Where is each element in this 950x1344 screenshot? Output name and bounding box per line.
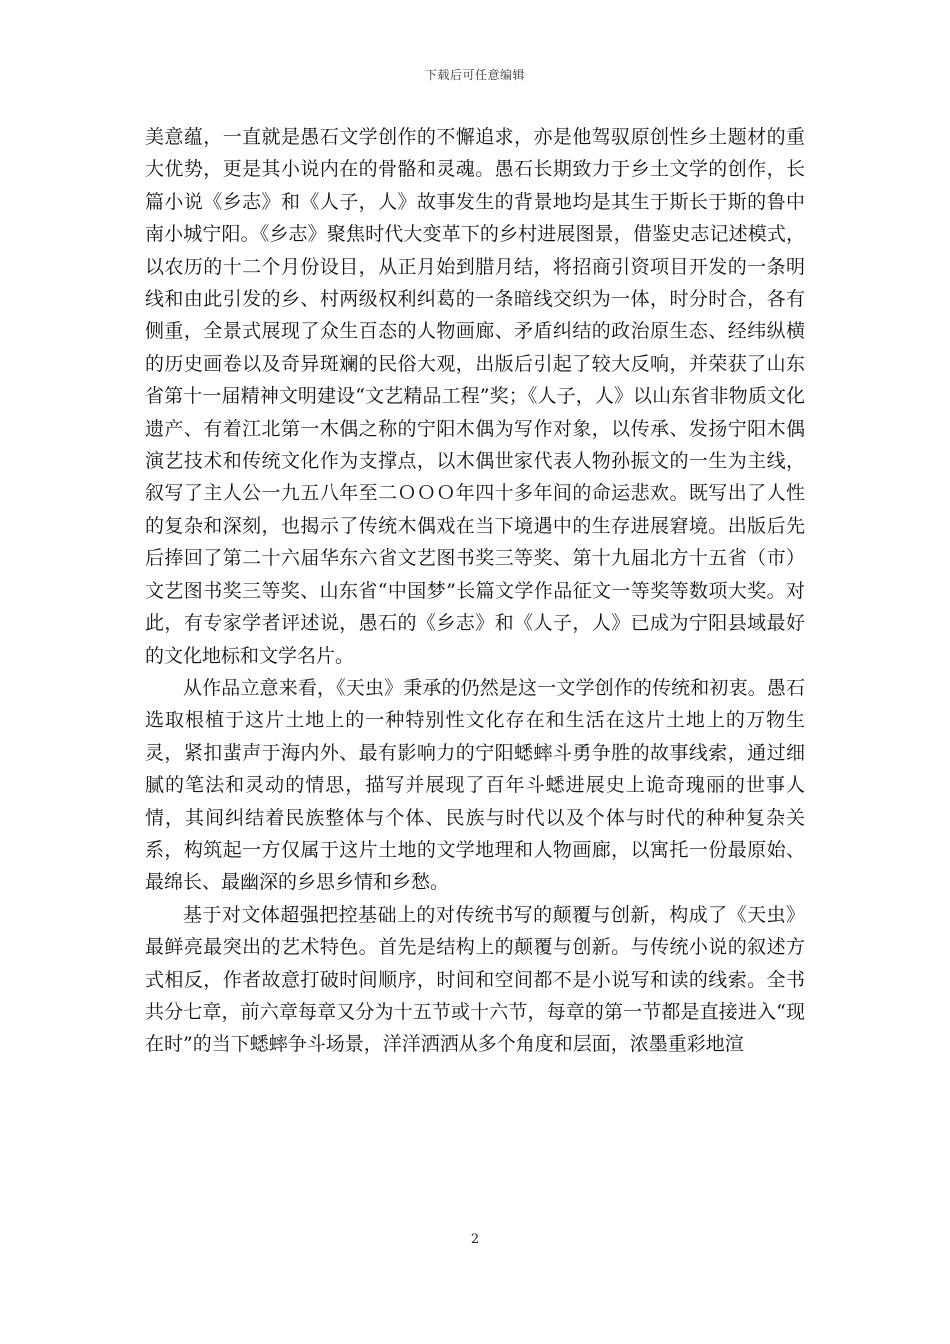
page-number: 2 [470,1232,480,1247]
paragraph-1: 美意蕴，一直就是愚石文学创作的不懈追求，亦是他驾驭原创性乡土题材的重大优势，更是其小说内在的骨骼和灵魂。愚石长期致力于乡土文学的创作，长篇小说《乡志》和《人子，人》故事发生的背景地均是其生于斯长于斯的鲁中南小城宁阳。《乡志》聚焦时代大变革下的乡村进展图景，借鉴史志记述模式，以农历的十二个月份设目，从正月始到腊月结，将招商引资项目开发的一条明线和由此引发的乡、村两级权利纠葛的一条暗线交织为一体，时分时合，各有侧重，全景式展现了众生百态的人物画廊、矛盾纠结的政治原生态、经纬纵横的历史画卷以及奇异斑斓的民俗大观，出版后引起了较大反响，并荣获了山东省第十一届精神文明建设“文艺精品工程”奖；《人子，人》以山东省非物质文化遗产、有着江北第一木偶之称的宁阳木偶为写作对象，以传承、发扬宁阳木偶演艺技术和传统文化作为支撑点，以木偶世家代表人物孙振文的一生为主线，叙写了主人公一九五八年至二ＯＯＯ年四十多年间的命运悲欢。既写出了人性的复杂和深刻，也揭示了传统木偶戏在当下境遇中的生存进展窘境。出版后先后捧回了第二十六届华东六省文艺图书奖三等奖、第十九届北方十五省（市）文艺图书奖三等奖、山东省“中国梦”长篇文学作品征文一等奖等数项大奖。对此，有专家学者评述说，愚石的《乡志》和《人子，人》已成为宁阳县域最好的文化地标和文学名片。 [145,126,805,667]
document-body [145,121,805,1061]
paragraph-2: 从作品立意来看，《天虫》秉承的仍然是这一文学创作的传统和初衷。愚石选取根植于这片土地上的一种特别性文化存在和生活在这片土地上的万物生灵，紧扣蜚声于海内外、最有影响力的宁阳蟋蟀斗勇争胜的故事线索，通过细腻的笔法和灵动的情思，描写并展现了百年斗蟋进展史上诡奇瑰丽的世事人情，其间纠结着民族整体与个体、民族与时代以及个体与时代的种种复杂关系，构筑起一方仅属于这片土地的文学地理和人物画廊，以寓托一份最原始、最绵长、最幽深的乡思乡情和乡愁。 [145,676,805,894]
page-header: 下载后可任意编辑 [424,68,525,82]
paragraph-3: 基于对文体超强把控基础上的对传统书写的颠覆与创新，构成了《天虫》最鲜亮最突出的艺术特色。首先是结构上的颠覆与创新。与传统小说的叙述方式相反，作者故意打破时间顺序，时间和空间都不是小说写和读的线索。全书共分七章，前六章每章又分为十五节或十六节，每章的第一节都是直接进入“现在时”的当下蟋蟀争斗场景，洋洋洒洒从多个角度和层面，浓墨重彩地渲 [145,903,805,1056]
